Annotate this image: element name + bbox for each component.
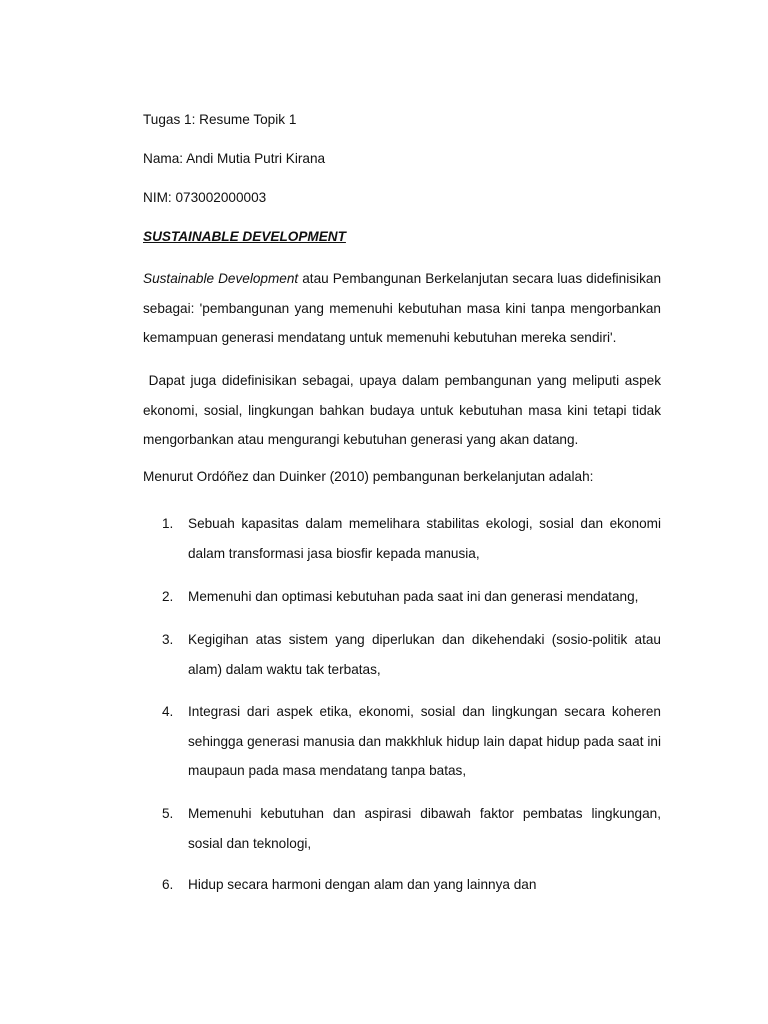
list-item [143,625,661,684]
list-item-number: 5. [162,806,174,821]
student-nim: NIM: 073002000003 [143,190,267,205]
list-item-number: 6. [162,877,174,892]
paragraph-definition-text: atau Pembangunan Berkelanjutan secara luas didefinisikan sebagai: 'pembangunan yang memenuhi kebutuhan masa kini tanpa mengorbankan kemampuan generasi mendatang untuk memenuhi kebutuhan mereka sendiri'. [143,271,661,345]
list-item-number: 3. [162,632,174,647]
list-item-text: Kegigihan atas sistem yang diperlukan dan dikehendaki (sosio-politik atau alam) dalam waktu tak terbatas, [188,632,661,677]
student-name: Nama: Andi Mutia Putri Kirana [143,151,326,166]
paragraph-definition-term: Sustainable Development [143,271,299,286]
list-item [143,697,661,786]
list-item-text: Integrasi dari aspek etika, ekonomi, sosial dan lingkungan secara koheren sehingga generasi manusia dan makkhluk hidup lain dapat hidup pada saat ini maupaun pada masa mendatang tanpa batas, [188,704,661,778]
section-heading: SUSTAINABLE DEVELOPMENT [143,229,346,244]
list-item-number: 4. [162,704,174,719]
list-item [143,582,661,612]
list-item-text: Hidup secara harmoni dengan alam dan yang lainnya dan [188,877,537,892]
list-item-text: Sebuah kapasitas dalam memelihara stabilitas ekologi, sosial dan ekonomi dalam transformasi jasa biosfir kepada manusia, [188,516,661,561]
list-item [143,799,661,858]
list-item-text: Memenuhi kebutuhan dan aspirasi dibawah faktor pembatas lingkungan, sosial dan teknologi, [188,806,661,851]
list-item-number: 1. [162,516,174,531]
list-item [143,509,661,568]
list-item [143,870,661,900]
list-item-text: Memenuhi dan optimasi kebutuhan pada saat ini dan generasi mendatang, [188,589,639,604]
paragraph-intro-list: Menurut Ordóñez dan Duinker (2010) pembangunan berkelanjutan adalah: [143,469,594,484]
task-title: Tugas 1: Resume Topik 1 [143,112,297,127]
paragraph-alternate-definition: Dapat juga didefinisikan sebagai, upaya dalam pembangunan yang meliputi aspek ekonomi, sosial, lingkungan bahkan budaya untuk kebutuhan masa kini tetapi tidak mengorbankan atau mengurangi kebutuhan generasi yang akan datang. [143,373,661,447]
paragraph-definition [143,264,661,353]
list-item-number: 2. [162,589,174,604]
